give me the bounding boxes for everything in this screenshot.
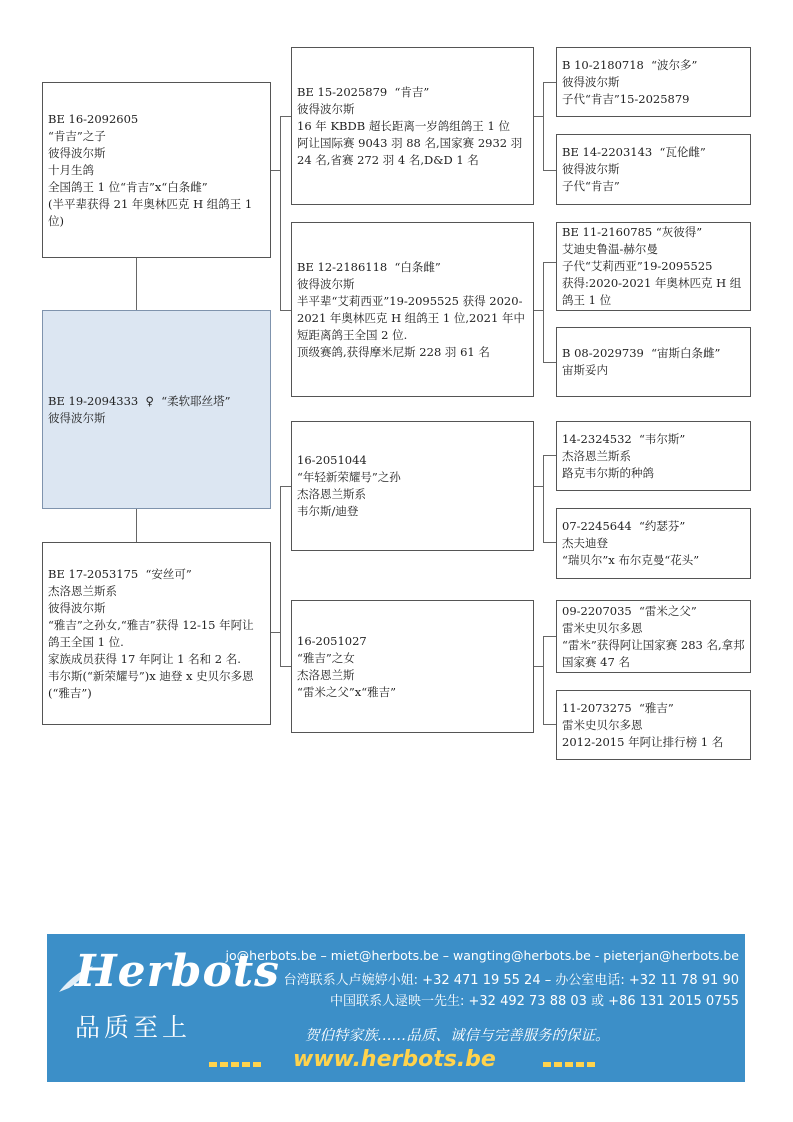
ggs-mff-card [556, 421, 751, 491]
connector [533, 116, 543, 117]
connector [280, 486, 281, 666]
ffm-ring: BE 14-2203143 “瓦伦雌” [562, 145, 706, 159]
father-card [42, 82, 271, 258]
ggs-fmf-card [556, 222, 751, 311]
father-line: (半平辈获得 21 年奥林匹克 H 组鸽王 1 位) [48, 196, 256, 228]
connector [270, 632, 280, 633]
connector [280, 666, 291, 667]
mfm-line: “瑞贝尔”x 布尔克曼“花头” [562, 553, 700, 567]
connector [543, 636, 556, 637]
ggd-ffm-card [556, 134, 751, 205]
mmm-line: 2012-2015 年阿让排行榜 1 名 [562, 734, 724, 749]
subject-ring: BE 19-2094333 ♀ “柔软耶丝塔” [48, 393, 231, 408]
mf-ring: 16-2051044 [297, 453, 367, 467]
mf-line: “年轻新荣耀号”之孙 [297, 470, 401, 484]
mmf-line: 雷米史贝尔多恩 [562, 620, 643, 635]
ff-line: 16 年 KBDB 超长距离一岁鸽组鸽王 1 位 [297, 118, 510, 133]
mmf-line: “雷米”获得阿让国家赛 283 名,拿邦国家赛 47 名 [562, 637, 745, 669]
connector [543, 455, 544, 542]
connector [543, 262, 556, 263]
connector [543, 262, 544, 362]
connector [543, 82, 556, 83]
mmf-ring: 09-2207035 “雷米之父” [562, 603, 697, 618]
mother-line: 家族成员获得 17 年阿让 1 名和 2 名. [48, 651, 241, 666]
fmf-line: 子代“艾莉西亚”19-2095525 [562, 259, 713, 273]
ff-line: 彼得波尔斯 [297, 101, 355, 116]
connector [280, 116, 281, 310]
fff-line: 彼得波尔斯 [562, 74, 620, 89]
father-line: 十月生鸽 [48, 162, 94, 177]
connector [543, 362, 556, 363]
mfm-ring: 07-2245644 “约瑟芬” [562, 519, 686, 533]
connector-subject-mother [136, 509, 137, 542]
connector [543, 455, 556, 456]
connector [543, 170, 556, 171]
connector [533, 310, 543, 311]
father-line: 全国鸽王 1 位“肯吉”x“白条雌” [48, 179, 208, 194]
fmf-line: 艾迪史鲁温-赫尔曼 [562, 242, 658, 256]
mf-line: 杰洛恩兰斯系 [297, 487, 366, 501]
connector [533, 486, 543, 487]
mother-line: 彼得波尔斯 [48, 600, 106, 615]
father-line: “肯吉”之子 [48, 128, 106, 143]
connector [543, 82, 544, 170]
mm-ring: 16-2051027 [297, 633, 367, 648]
fmm-line: 宙斯妥内 [562, 363, 608, 377]
mother-line: 杰洛恩兰斯系 [48, 583, 117, 598]
mother-line: “雅吉”之孙女,“雅吉”获得 12-15 年阿让鸽王全国 1 位. [48, 617, 254, 649]
ggs-fff-card [556, 47, 751, 117]
ffm-line: 子代“肯吉” [562, 179, 620, 193]
fff-ring: B 10-2180718 “波尔多” [562, 57, 698, 72]
ggd-mmm-card [556, 690, 751, 760]
connector [280, 310, 291, 311]
grandsire-paternal-card [291, 47, 534, 205]
fmm-ring: B 08-2029739 “宙斯白条雌” [562, 346, 721, 360]
subject-breeder: 彼得波尔斯 [48, 410, 106, 425]
subject-card [42, 310, 271, 509]
father-ring: BE 16-2092605 [48, 111, 139, 126]
mf-line: 韦尔斯/迪登 [297, 504, 359, 518]
mm-line: “雷米之父”x“雅吉” [297, 684, 397, 699]
connector [543, 636, 544, 724]
mff-line: 路克韦尔斯的种鸽 [562, 465, 654, 480]
connector-father-subject [136, 258, 137, 310]
ggd-fmm-card [556, 327, 751, 397]
fmf-line: 获得:2020-2021 年奥林匹克 H 组鸽王 1 位 [562, 276, 742, 307]
email-addresses[interactable]: jo@herbots.be – miet@herbots.be – wangting@herbots.be - pieterjan@herbots.be [225, 948, 739, 963]
ff-ring: BE 15-2025879 “肯吉” [297, 84, 430, 99]
tagline: 贺伯特家族……品质、诚信与完善服务的保证。 [305, 1028, 610, 1044]
ff-line: 阿让国际赛 9043 羽 88 名,国家赛 2932 羽 24 名,省赛 272 羽 4 名,D&D 1 名 [297, 135, 526, 167]
fff-line: 子代“肯吉”15-2025879 [562, 91, 690, 106]
mmm-ring: 11-2073275 “雅吉” [562, 700, 674, 715]
herbots-logo: Herbots [75, 946, 280, 997]
fmf-ring: BE 11-2160785 “灰彼得” [562, 225, 703, 239]
taiwan-contact: 台湾联系人卢婉婷小姐: +32 471 19 55 24 – 办公室电话: +32 11 78 91 90 [283, 973, 739, 988]
ffm-line: 彼得波尔斯 [562, 162, 620, 176]
slogan: 品质至上 [75, 1013, 192, 1042]
decorative-stripe-left [209, 1062, 264, 1067]
mmm-line: 雷米史贝尔多恩 [562, 717, 643, 732]
grandsire-maternal-card [291, 421, 534, 551]
mfm-line: 杰夫迪登 [562, 536, 608, 550]
connector [270, 170, 280, 171]
ggs-mmf-card [556, 600, 751, 673]
decorative-stripe-right [543, 1062, 598, 1067]
connector [543, 542, 556, 543]
fm-line: 彼得波尔斯 [297, 276, 355, 291]
mff-ring: 14-2324532 “韦尔斯” [562, 431, 686, 446]
connector [280, 116, 291, 117]
granddam-paternal-card [291, 222, 534, 397]
mm-line: 杰洛恩兰斯 [297, 667, 355, 682]
connector [543, 724, 556, 725]
mother-line: 韦尔斯(“新荣耀号”)x 迪登 x 史贝尔多恩(“雅吉”) [48, 668, 254, 700]
connector [533, 666, 543, 667]
ggd-mfm-card [556, 508, 751, 579]
connector [280, 486, 291, 487]
mff-line: 杰洛恩兰斯系 [562, 448, 631, 463]
footer-banner [47, 934, 745, 1082]
mm-line: “雅吉”之女 [297, 650, 355, 665]
fm-ring: BE 12-2186118 “白条雌” [297, 259, 441, 274]
granddam-maternal-card [291, 600, 534, 733]
china-contact: 中国联系人逯映一先生: +32 492 73 88 03 或 +86 131 2015 0755 [330, 994, 739, 1009]
mother-card [42, 542, 271, 725]
fm-line: 半平辈“艾莉西亚”19-2095525 获得 2020-2021 年奥林匹克 H 组鸽王 1 位,2021 年中短距离鸽王全国 2 位. [297, 293, 525, 342]
father-line: 彼得波尔斯 [48, 145, 106, 160]
mother-ring: BE 17-2053175 “安丝可” [48, 566, 192, 581]
website-link[interactable]: www.herbots.be [293, 1047, 496, 1072]
fm-line: 顶级赛鸽,获得摩米尼斯 228 羽 61 名 [297, 344, 490, 359]
